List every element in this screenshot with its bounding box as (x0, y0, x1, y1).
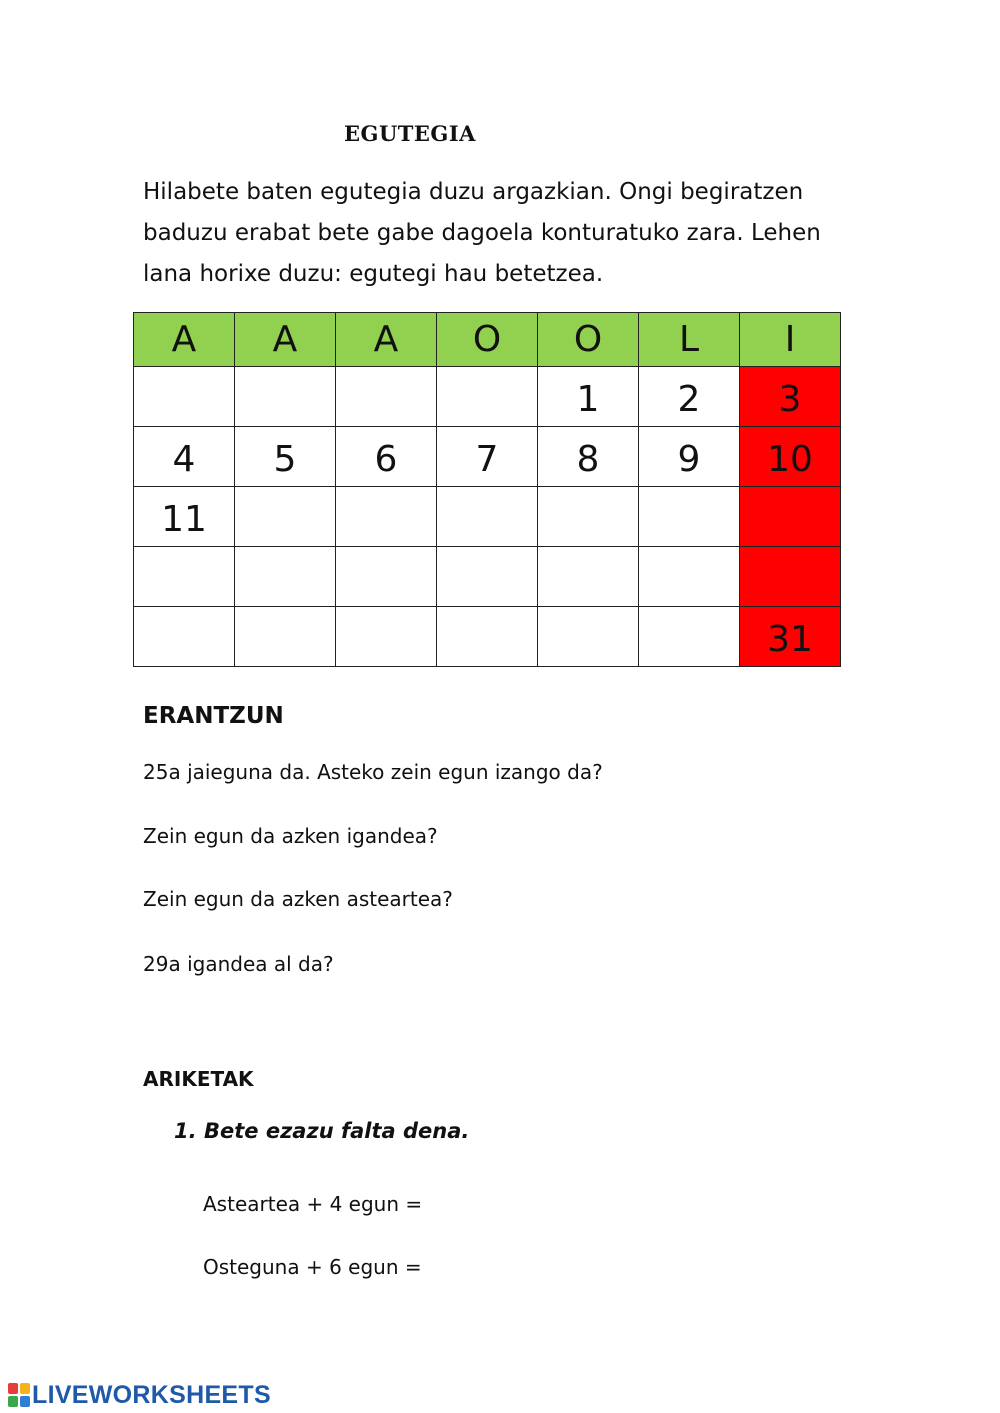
liveworksheets-logo (8, 1380, 271, 1410)
question-text: 25a jaieguna da. Asteko zein egun izango da? (143, 760, 603, 784)
calendar-cell-sunday: 31 (740, 607, 841, 667)
calendar-cell-sunday: 3 (740, 367, 841, 427)
calendar-cell[interactable] (235, 547, 336, 607)
answer-heading: ERANTZUN (143, 703, 284, 729)
calendar-cell[interactable] (336, 547, 437, 607)
calendar-week-row (134, 367, 841, 427)
weekday-header: O (437, 313, 538, 367)
calendar-cell[interactable] (336, 367, 437, 427)
calendar-cell[interactable] (437, 487, 538, 547)
calendar-cell: 8 (538, 427, 639, 487)
calendar-cell[interactable] (134, 547, 235, 607)
calendar-cell: 4 (134, 427, 235, 487)
calendar-week-row (134, 547, 841, 607)
weekday-header: O (538, 313, 639, 367)
calendar-week-row (134, 487, 841, 547)
calendar-cell-sunday[interactable] (740, 547, 841, 607)
intro-line: Hilabete baten egutegia duzu argazkian. Ongi begiratzen (143, 179, 804, 205)
calendar-cell: 11 (134, 487, 235, 547)
calendar-cell[interactable] (437, 367, 538, 427)
calendar-cell[interactable] (235, 607, 336, 667)
task-label: Bete ezazu falta dena. (204, 1119, 470, 1143)
calendar-cell[interactable] (538, 607, 639, 667)
calendar-cell: 7 (437, 427, 538, 487)
intro-text (143, 172, 863, 295)
calendar-cell: 1 (538, 367, 639, 427)
calendar-cell[interactable] (437, 607, 538, 667)
question-text: Zein egun da azken igandea? (143, 824, 438, 848)
calendar-cell[interactable] (336, 607, 437, 667)
calendar-cell: 5 (235, 427, 336, 487)
calendar-cell[interactable] (639, 547, 740, 607)
equation-text: Asteartea + 4 egun = (203, 1192, 423, 1216)
calendar-cell: 2 (639, 367, 740, 427)
calendar-table (133, 312, 841, 667)
calendar-cell[interactable] (134, 367, 235, 427)
calendar-cell[interactable] (639, 607, 740, 667)
calendar-cell-sunday[interactable] (740, 487, 841, 547)
task-instruction (174, 1119, 469, 1143)
calendar-cell[interactable] (538, 547, 639, 607)
calendar-cell[interactable] (336, 487, 437, 547)
weekday-header: A (235, 313, 336, 367)
weekday-header: A (134, 313, 235, 367)
weekday-header: L (639, 313, 740, 367)
exercises-heading: ARIKETAK (143, 1067, 254, 1091)
calendar-cell[interactable] (538, 487, 639, 547)
intro-line: lana horixe duzu: egutegi hau betetzea. (143, 261, 604, 287)
liveworksheets-logo-icon (8, 1383, 30, 1407)
page-title: EGUTEGIA (344, 121, 476, 146)
calendar-cell-sunday: 10 (740, 427, 841, 487)
calendar-week-row (134, 427, 841, 487)
calendar-cell[interactable] (235, 367, 336, 427)
calendar-week-row (134, 607, 841, 667)
intro-line: baduzu erabat bete gabe dagoela konturatuko zara. Lehen (143, 220, 821, 246)
calendar-cell: 9 (639, 427, 740, 487)
calendar-cell: 6 (336, 427, 437, 487)
calendar-header-row (134, 313, 841, 367)
equation-text: Osteguna + 6 egun = (203, 1255, 422, 1279)
calendar-cell[interactable] (639, 487, 740, 547)
task-number: 1. (174, 1119, 197, 1143)
question-text: 29a igandea al da? (143, 952, 334, 976)
question-text: Zein egun da azken asteartea? (143, 887, 453, 911)
logo-text: LIVEWORKSHEETS (32, 1380, 271, 1409)
weekday-header: A (336, 313, 437, 367)
calendar-cell[interactable] (134, 607, 235, 667)
calendar-cell[interactable] (235, 487, 336, 547)
calendar-cell[interactable] (437, 547, 538, 607)
weekday-header-sunday: I (740, 313, 841, 367)
